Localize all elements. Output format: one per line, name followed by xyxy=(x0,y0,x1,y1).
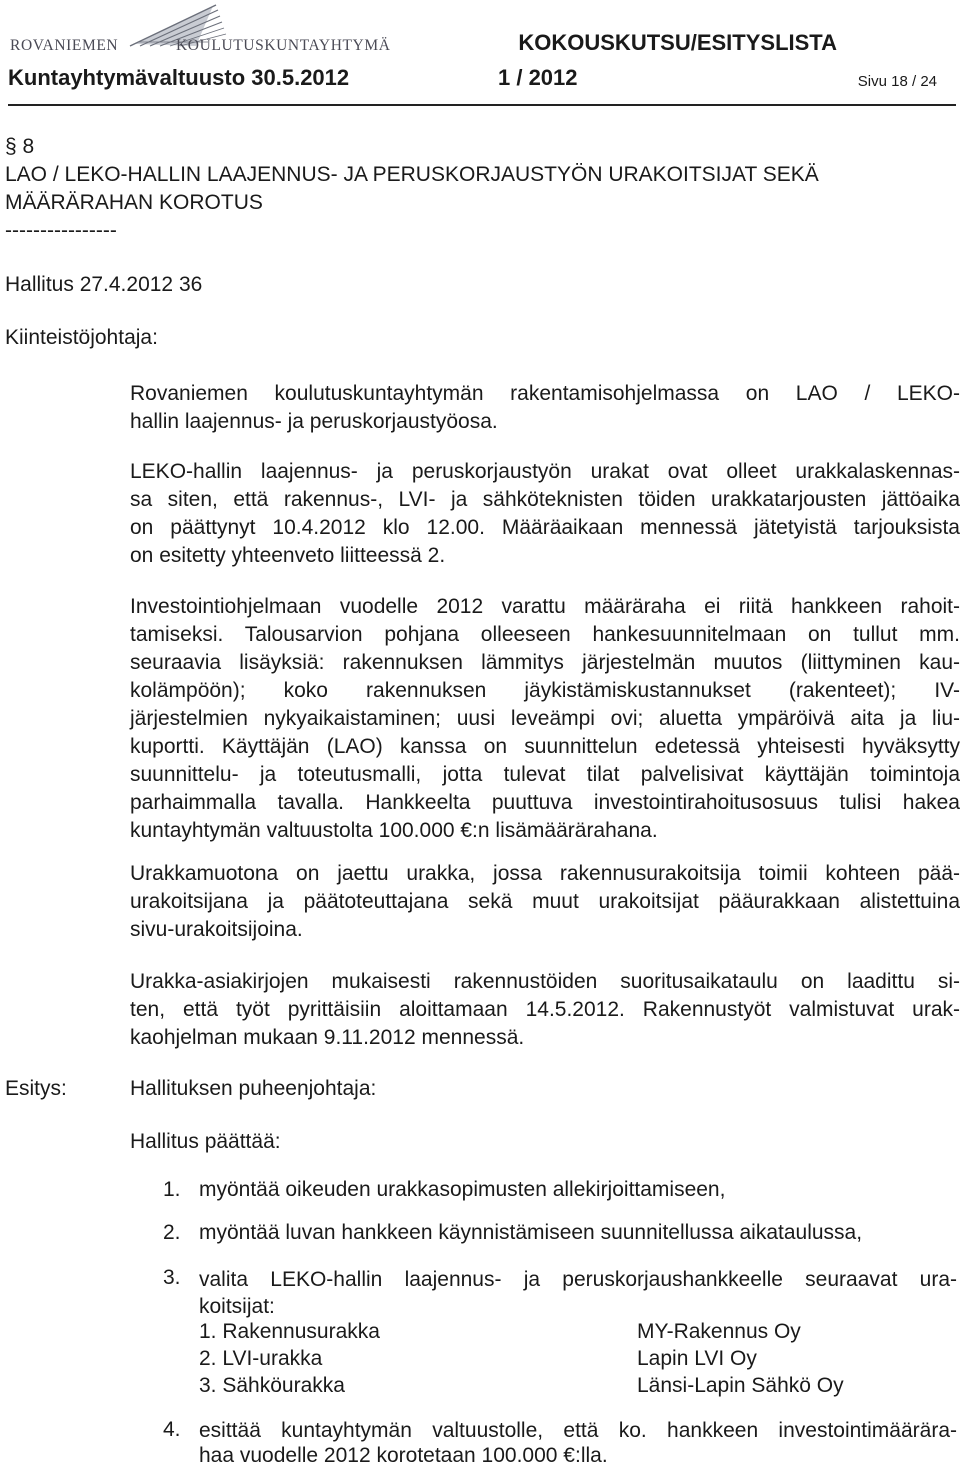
paragraph-line: Urakkamuotona on jaettu urakka, jossa rakennusurakoitsija toimii kohteen pää- xyxy=(130,862,960,885)
meeting-number: 1 / 2012 xyxy=(498,65,578,90)
decision-item-number: 1. xyxy=(163,1178,181,1201)
paragraph-line: LEKO-hallin laajennus- ja peruskorjaustyön urakat ovat olleet urakkalaskennas- xyxy=(130,460,960,483)
board-reference: Hallitus 27.4.2012 36 xyxy=(5,273,203,296)
paragraph-line: tamiseksi. Talousarvion pohjana olleeseen hankesuunnitelmaan on tullut mm. xyxy=(130,623,960,646)
contractor-type: 3. Sähköurakka xyxy=(199,1374,345,1397)
paragraph-3 xyxy=(130,593,960,845)
decision-item-line: haa vuodelle 2012 korotetaan 100.000 €:lla. xyxy=(199,1444,608,1467)
section-separator: ---------------- xyxy=(5,219,117,242)
paragraph-line: kaohjelman mukaan 9.11.2012 mennessä. xyxy=(130,1026,525,1049)
section-title-line-2: MÄÄRÄRAHAN KOROTUS xyxy=(5,191,263,214)
proposal-chair: Hallituksen puheenjohtaja: xyxy=(130,1077,377,1100)
section-number: § 8 xyxy=(5,135,35,158)
paragraph-line: ten, että työt pyrittäisiin aloittamaan 14.5.2012. Rakennustyöt valmistuvat urak- xyxy=(130,998,960,1021)
decision-item-number: 2. xyxy=(163,1221,181,1244)
decision-item-number: 4. xyxy=(163,1418,181,1441)
contractor-type: 1. Rakennusurakka xyxy=(199,1320,380,1343)
meeting-name: Kuntayhtymävaltuusto 30.5.2012 xyxy=(8,65,350,90)
preparer-label: Kiinteistöjohtaja: xyxy=(5,326,158,349)
paragraph-line: Urakka-asiakirjojen mukaisesti rakennustöiden suoritusaikataulu on laadittu si- xyxy=(130,970,960,993)
document-type: KOKOUSKUTSU/ESITYSLISTA xyxy=(518,30,837,55)
logo-text-right: KOULUTUSKUNTAYHTYMÄ xyxy=(176,37,391,54)
paragraph-4 xyxy=(130,860,960,944)
paragraph-line: kolämpöön); koko rakennuksen jäykistämiskustannukset (rakenteet); IV- xyxy=(130,679,960,702)
decision-item-line: valita LEKO-hallin laajennus- ja peruskorjaushankkeelle seuraavat ura- xyxy=(199,1268,957,1291)
paragraph-line: hallin laajennus- ja peruskorjaustyöosa. xyxy=(130,410,498,433)
paragraph-1 xyxy=(130,380,960,436)
paragraph-line: järjestelmien nykyaikaistaminen; uusi leveämpi ovi; aluetta ympäröivä aita ja liu- xyxy=(130,707,960,730)
paragraph-line: Investointiohjelmaan vuodelle 2012 varattu määräraha ei riitä hankkeen rahoit- xyxy=(130,595,960,618)
paragraph-line: kuntayhtymän valtuustolta 100.000 €:n lisämäärärahana. xyxy=(130,819,658,842)
decision-item-text: myöntää luvan hankkeen käynnistämiseen suunnitellussa aikataulussa, xyxy=(199,1221,863,1244)
organization-logo xyxy=(8,2,398,60)
paragraph-line: on esitetty yhteenveto liitteessä 2. xyxy=(130,544,446,567)
decision-item-text xyxy=(199,1418,957,1468)
proposal-decides: Hallitus päättää: xyxy=(130,1130,281,1153)
decision-item-line: esittää kuntayhtymän valtuustolle, että ko. hankkeen investointimäärära- xyxy=(199,1419,957,1442)
contractor-company: Länsi-Lapin Sähkö Oy xyxy=(637,1374,844,1397)
contractor-type: 2. LVI-urakka xyxy=(199,1347,323,1370)
paragraph-line: suunnittelu- ja toteutusmalli, jotta tulevat tilat palvelisivat käyttäjän toimintoja xyxy=(130,763,960,786)
paragraph-line: parhaimmalla tavalla. Hankkeelta puuttuva investointirahoitusosuus tulisi hakea xyxy=(130,791,960,814)
paragraph-line: seuraavia lisäyksiä: rakennuksen lämmitys järjestelmän muutos (liittyminen kau- xyxy=(130,651,960,674)
decision-item-number: 3. xyxy=(163,1266,181,1289)
paragraph-line: kuportti. Käyttäjän (LAO) kanssa on suunnittelun edetessä yhteisesti hyväksytty xyxy=(130,735,960,758)
paragraph-line: sa siten, että rakennus-, LVI- ja sähköteknisten töiden urakkatarjousten jättöaika xyxy=(130,488,960,511)
header-divider xyxy=(8,104,956,106)
section-title-line-1: LAO / LEKO-HALLIN LAAJENNUS- JA PERUSKORJAUSTYÖN URAKOITSIJAT SEKÄ xyxy=(5,163,819,186)
page-number: Sivu 18 / 24 xyxy=(857,73,937,90)
logo-text-left: ROVANIEMEN xyxy=(10,37,119,54)
contractor-company: MY-Rakennus Oy xyxy=(637,1320,801,1343)
decision-item-text xyxy=(199,1266,957,1320)
paragraph-line: on päättynyt 10.4.2012 klo 12.00. Määräaikaan mennessä jätetyistä tarjouksista xyxy=(130,516,960,539)
paragraph-line: urakoitsijana ja päätoteuttajana sekä muut urakoitsijat pääurakkaan alistettuina xyxy=(130,890,960,913)
decision-item-text: myöntää oikeuden urakkasopimusten allekirjoittamiseen, xyxy=(199,1178,726,1201)
contractor-company: Lapin LVI Oy xyxy=(637,1347,757,1370)
paragraph-5 xyxy=(130,968,960,1052)
decision-item-line: koitsijat: xyxy=(199,1295,275,1318)
paragraph-line: Rovaniemen koulutuskuntayhtymän rakentamisohjelmassa on LAO / LEKO- xyxy=(130,382,960,405)
paragraph-line: sivu-urakoitsijoina. xyxy=(130,918,303,941)
paragraph-2 xyxy=(130,458,960,570)
proposal-label: Esitys: xyxy=(5,1077,67,1100)
